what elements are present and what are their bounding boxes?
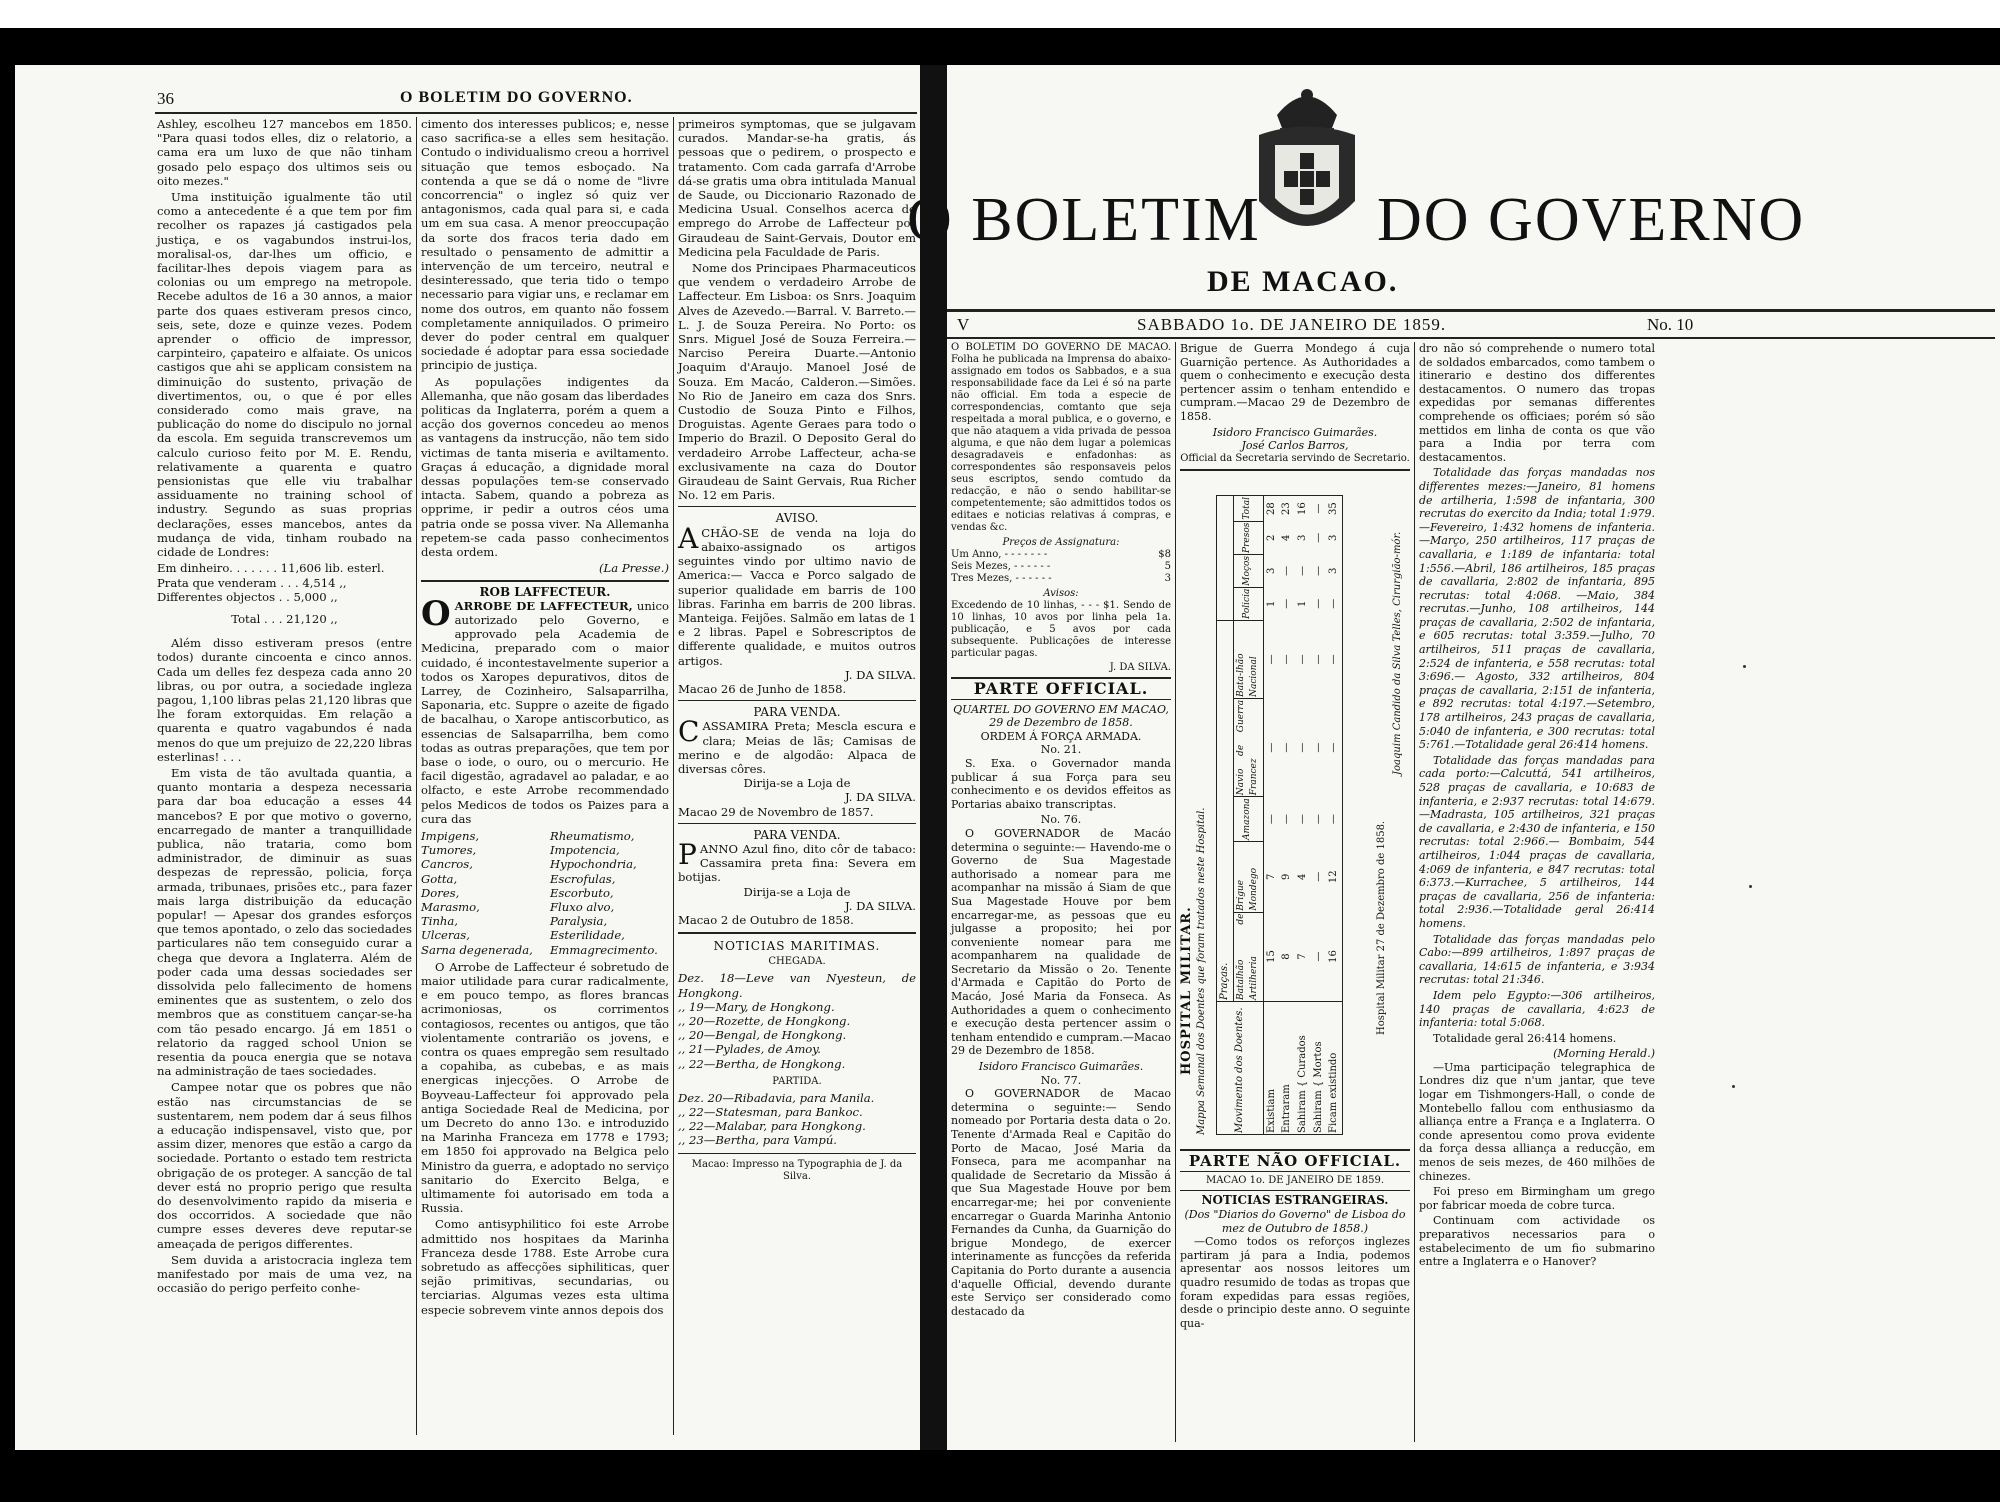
drop-cap: O (421, 593, 451, 634)
notice-title: PARA VENDA. (753, 705, 841, 720)
table-cell: — (1328, 813, 1340, 824)
ad-block (678, 837, 916, 885)
right-col3 (1419, 342, 1655, 1442)
signature: Isidoro Francisco Guimarães. (978, 1060, 1144, 1074)
paragraph: Totalidade das forças mandadas para cada porto:—Calcuttá, 541 artilheiros, 528 praças de cavallaria, e 10:683 de infanteria, e 2:937 recrutas: total 14:679.—Madrasta, 105 artilheiros, 321 praças de cavallaria, e 2:430 de infanteria, e 150 recrutas: total 2:966.— Bombaim, 544 artilheiros, 1:044 praças de cavallaria, 4:069 de infanteria, e 847 recrutas: total 6:373.—Kurrachee, 5 artilheiros, 144 praças de cavallaria, 256 de infanteria: total 2:936.—Totalidade geral 26:414 homens. (1419, 753, 1655, 930)
volume-number: V (957, 315, 970, 334)
table-cell: 8 (1281, 953, 1293, 960)
ad-block (678, 521, 916, 668)
list-item: Ulceras, (421, 928, 470, 943)
ink-speck (1732, 1085, 1735, 1088)
list-item: Cancros, (421, 857, 473, 872)
foreign-title: NOTICIAS ESTRANGEIRAS. (1201, 1193, 1389, 1208)
signature-title: Official da Secretaria servindo de Secretario. (1180, 452, 1410, 464)
column-header: Batalhão de Artilheria (1233, 912, 1263, 1001)
price-row (951, 549, 1171, 561)
hospital-table-block (1180, 475, 1410, 1145)
table-cell: — (1328, 742, 1340, 753)
section-rule (1180, 1149, 1410, 1151)
paragraph: Foi preso em Birmingham um grego por fabricar moeda de cobre turca. (1419, 1185, 1655, 1212)
ink-speck (1749, 885, 1752, 888)
price-value: 5 (1164, 561, 1171, 572)
table-row (1263, 495, 1279, 1134)
section-rule (421, 580, 669, 582)
section-rule (678, 823, 916, 824)
order-number: No. 21. (1040, 743, 1082, 757)
table-cell: — (1281, 654, 1293, 665)
list-item: ,, 22—Bertha, de Hongkong. (678, 1056, 846, 1071)
table-cell: 16 (1296, 501, 1308, 515)
price-row (951, 561, 1171, 573)
binding-gutter (920, 65, 947, 1450)
signature-line: Dirija-se a Loja de (743, 884, 851, 899)
table-cell: — (1312, 654, 1324, 665)
section-rule (1180, 1171, 1410, 1172)
notice-title: AVISO. (775, 511, 819, 526)
ad-text: unico autorizado pelo Governo, e approvado pela Academia de Medicina, preparado com o maior cuidado, é incontestavelmente superior a todos os Xaropes depurativos, ditos de Larrey, de Cozinheiro, Salsaparrilha, Saponaria, etc. Suppre o azeite de figado de bacalhau, o Xarope antiscorbutico, as essencias de Salsaparrilha, bem como todas as outras preparações, que tem por base o iode, o ouro, ou o mercurio. He facil digestão, agradavel ao paladar, e ao olfacto, e este Arrobe recommendado pelos Medicos de todos os Paizes para a cura das (421, 598, 669, 826)
list-item: Dez. 18—Leve van Nyesteun, de Hongkong. (678, 971, 916, 1000)
table-cell: 4 (1281, 534, 1293, 541)
arrivals-title: CHEGADA. (768, 956, 826, 968)
table-cell: 3 (1265, 567, 1277, 574)
departures-title: PARTIDA. (772, 1075, 822, 1087)
list-item: Emmagrecimento. (549, 942, 658, 957)
left-black-edge (0, 34, 15, 1502)
header-rule (155, 112, 917, 114)
paragraph: Excedendo de 10 linhas, - - - $1. Sendo de 10 linhas, 10 avos por linha pela 1a. publicação, e 5 avos por cada subsequente. Publicações de interesse particular pagas. (951, 600, 1171, 659)
list-item: Escrofulas, (549, 871, 616, 886)
list-item: Esterilidade, (549, 928, 625, 943)
paragraph: Nome dos Principaes Pharmaceuticos que vendem o verdadeiro Arrobe de Laffecteur. Em Lisboa: os Snrs. Joaquim Alves de Azevedo.—Barral. V. Barreto.—L. J. de Souza Pereira. No Porto: os Snrs. Miguel José de Souza Ferreira.—Narciso Pereira Duarte.—Antonio Joaquim d'Araujo. Manoel José de Souza. Em Macáo, Calderon.—Simões. No Rio de Janeiro em caza dos Snrs. Custodio de Souza Pinto e Filhos, Droguistas. Agente Geraes para todo o Imperio do Brazil. O Deposito Geral do verdadeiro Arrobe Laffecteur, acha-se exclusivamente na caza do Doutor Giraudeau de Saint Gervais, Rua Richer No. 12 em Paris. (678, 261, 916, 503)
table-row (1295, 495, 1311, 1134)
table-cell: 1 (1265, 600, 1277, 607)
price-label: Tres Mezes, - - - - - - (951, 573, 1052, 584)
column-rule (1175, 342, 1176, 1442)
price-value: 3 (1164, 573, 1171, 584)
notices-title: Avisos: (1043, 588, 1079, 599)
table-cell: — (1312, 951, 1324, 962)
price-row (951, 573, 1171, 585)
price-label: Seis Mezes, - - - - - - (951, 561, 1051, 572)
table-cell: 12 (1328, 870, 1340, 883)
paragraph: Totalidade das forças mandadas pelo Cabo:—899 artilheiros, 1:897 praças de cavallaria, 14:615 de infanteria, e 3:934 recrutas: total 21:346. (1419, 932, 1655, 987)
table-cell: — (1312, 532, 1324, 543)
ad-text: ASSAMIRA Preta; Mescla escura e clara; Meias de lãs; Camisas de merino e de algodão: Alpaca de diversas côres. (678, 719, 916, 776)
section-rule (678, 700, 916, 701)
column-header: Navio de Guerra Francez (1233, 698, 1263, 796)
order-title: ORDEM Á FORÇA ARMADA. (980, 729, 1142, 743)
table-cell: — (1296, 565, 1308, 576)
price-value: $8 (1158, 549, 1171, 560)
illness-col-left (421, 829, 540, 957)
section-rule (951, 699, 1171, 700)
list-item: Dez. 20—Ribadavia, para Manila. (678, 1090, 875, 1105)
ledger-line: Em dinheiro. . . . . . . 11,606 lib. esterl. (157, 561, 385, 576)
paragraph: Além disso estiveram presos (entre todos) durante cincoenta e cinco annos. Cada um delles fez despeza cada anno 20 libras, ou por outra, a sociedade ingleza pagou, 1,100 libras pelas 21,120 libras que lhe foram extorquidas. Em relação a quarenta e quatro vagabundos é nada menos do que um prejuizo de 22,220 libras esterlinas! . . . (157, 636, 412, 764)
column-header: Presos (1233, 521, 1263, 554)
row-label: Existiam (1263, 1001, 1279, 1134)
column-header: Policia (1233, 587, 1263, 620)
table-cell: 1 (1296, 600, 1308, 607)
table-cell: 2 (1265, 534, 1277, 541)
ink-speck (1743, 665, 1746, 668)
paragraph: Como antisyphilitico foi este Arrobe admittido nos hospitaes da Marinha Franceza desde 1788. Este Arrobe cura sobretudo as affecções siphiliticas, quer sejão primitivas, secundarias, ou terciarias. Algumas vezes esta ultima especie sobrevem vinte annos depois dos (421, 1217, 669, 1317)
imprint: Macao: Impresso na Typographia de J. da Silva. (691, 1158, 903, 1182)
issue-number: No. 10 (1647, 315, 1694, 334)
ad-text: ANNO Azul fino, dito côr de tabaco: Cassamira preta fina: Severa em botijas. (678, 841, 916, 885)
table-cell: — (1265, 813, 1277, 824)
dateline: SABBADO 1o. DE JANEIRO DE 1859. (1137, 315, 1447, 334)
table-cell: 3 (1296, 534, 1308, 541)
table-cell: 16 (1328, 949, 1340, 963)
paragraph: primeiros symptomas, que se julgavam curados. Mandar-se-ha gratis, ás pessoas que o pedirem, o prospecto e tratamento. Com cada garrafa d'Arrobe dá-se gratis uma obra intitulada Manual de Saude, ou Diccionario Razonado de Medicina Usual. Conselhos acerca do emprego do Arrobe de Laffecteur por Giraudeau de Saint-Gervais, Doutor em Medicina pela Faculdade de Paris. (678, 117, 916, 259)
paragraph: S. Exa. o Governador manda publicar á sua Força para seu conhecimento e os devidos effeitos as Portarias abaixo transcriptas. (951, 756, 1171, 811)
list-item: Sarna degenerada, (421, 942, 533, 957)
paragraph: Campee notar que os pobres que não estão nas circumstancias de se sustentarem, nem podem dar á seus filhos a educação indispensavel, visto que, por assim dizer, menores que estão a cargo da sociedade. Portanto o estado tem restricta obrigação de os proteger. A sancção de tal dever está no proprio perigo que resulta do desenvolvimento rapido da miseria e dos occorridos. A sociedade que não cumpre esses deveres deve reputar-se ameaçada de perigos differentes. (157, 1080, 412, 1251)
table-cell: — (1281, 742, 1293, 753)
official-title: PARTE OFFICIAL. (973, 679, 1149, 698)
illness-list (421, 829, 669, 957)
table-row (1217, 495, 1234, 1134)
left-col2 (421, 117, 669, 1437)
list-item: ,, 21—Pylades, de Amoy. (678, 1042, 821, 1057)
signature-line: Dirija-se a Loja de (743, 776, 851, 791)
list-item: Impotencia, (549, 843, 620, 858)
column-header: Bata-lhão Nacional (1233, 620, 1263, 698)
section-rule (951, 677, 1171, 679)
table-cell: 3 (1328, 534, 1340, 541)
column-header: Total (1233, 495, 1263, 521)
paragraph: cimento dos interesses publicos; e, nesse caso sacrifica-se a elles sem hesitação. Contudo o individualismo creou a horrivel situação que temos esboçado. Na contenda a que se dá o nome de "livre concorrencia" o inglez só quiz ver antagonismos, cada qual para si, e cada um em sua casa. A menor preoccupação da sorte dos fracos teria dado em resultado o pensamento de admittir a intervenção de um terceiro, neutral e desinteressado, que teria tido o tempo necessario para vigiar uns, e reclamar em nome dos outros, em quanto não fossem completamente anniquilados. O primeiro dever do poder central em qualquer sociedade é adoptar para essa sociedade principio de justiça. (421, 117, 669, 373)
hospital-grid (1216, 495, 1343, 1135)
table-cell: — (1281, 565, 1293, 576)
group-spacer (1217, 495, 1234, 620)
list-item: ,, 23—Bertha, para Vampú. (678, 1133, 837, 1148)
table-cell: — (1281, 598, 1293, 609)
section-rule (678, 1153, 916, 1154)
table-cell: — (1281, 813, 1293, 824)
top-black-band (0, 34, 2000, 65)
list-item: ,, 22—Malabar, para Hongkong. (678, 1119, 866, 1134)
table-cell: 9 (1281, 873, 1293, 880)
section-rule (1180, 1190, 1410, 1191)
row-label: Sahiram { Mortos (1311, 1001, 1327, 1134)
list-item: ,, 19—Mary, de Hongkong. (678, 999, 835, 1014)
ad-text: CHÃO-SE de venda na loja do abaixo-assignado os artigos seguintes vindo por ultimo navio de America:— Vacca e Porco salgado de superior qualidade em barris de 100 libras. Farinha em barris de 200 libras. Manteiga. Feijões. Salmão em latas de 1 e 2 libras. Papel e Sobrescriptos de differente qualidade, e muitos outros artigos. (678, 525, 916, 668)
table-cell: — (1312, 871, 1324, 882)
illness-col-right (550, 829, 669, 957)
column-header: Amazona (1233, 796, 1263, 841)
foreign-source: (Dos "Diarios do Governo" de Lisboa do mez de Outubro de 1858.) (1184, 1207, 1406, 1235)
list-item: Dores, (421, 885, 460, 900)
right-page (907, 65, 2000, 1450)
section-rule (678, 506, 916, 507)
table-row (1311, 495, 1327, 1134)
nonofficial-date: MACAO 1o. DE JANEIRO DE 1859. (1205, 1175, 1385, 1187)
source-credit: (La Presse.) (599, 561, 669, 576)
nonofficial-title: PARTE NÃO OFFICIAL. (1188, 1151, 1402, 1170)
paragraph: Continuam com actividade os preparativos necessarios para o estabelecimento de um fio submarino entre a Inglaterra e o Hanover? (1419, 1214, 1655, 1269)
row-label: Entraram (1279, 1001, 1295, 1134)
ad-head: ARROBE DE LAFFECTEUR, (454, 598, 633, 613)
list-item: Marasmo, (421, 899, 480, 914)
row-header: Movimento dos Doentes. (1217, 1001, 1264, 1134)
right-col2 (1180, 342, 1410, 1442)
table-cell: 7 (1265, 873, 1277, 880)
table-row (1279, 495, 1295, 1134)
ad-title: ROB LAFFECTEUR. (479, 584, 611, 599)
ad-block (421, 593, 669, 826)
dateline-rule (947, 337, 1995, 339)
table-cell: — (1265, 742, 1277, 753)
source-credit: (Morning Herald.) (1553, 1047, 1655, 1061)
paragraph: Totalidade das forças mandadas nos differentes mezes:—Janeiro, 81 homens de artilheria, 1:598 de infantaria, 300 recrutas do exercito da India; total 1:979.—Fevereiro, 1:432 homens de infanteria.—Março, 250 artilheiros, 117 praças de cavallaria, e 1:189 de infantaria: total 1:556.—Abril, 186 artilheiros, 185 praças de cavallaria, 2:802 de infantaria, 895 recrutas: total 4:068. —Maio, 384 recrutas.—Junho, 108 artilheiros, 144 praças de cavallaria, 2:502 de infantaria, e 605 recrutas: total 3:359.—Julho, 70 artilheiros, 511 praças de cavallaria, 2:524 de infanteria, e 558 recrutas: total 3:696.— Agosto, 332 artilheiros, 804 praças de cavallaria, 2:151 de infanteria, e 892 recrutas: total 4:197.—Setembro, 178 artilheiros, 243 praças de cavallaria, 5:040 de infanteria, e 300 recrutas: total 5:761.—Totalidade geral 26:414 homens. (1419, 466, 1655, 752)
date-line: Macao 29 de Novembro de 1857. (678, 804, 874, 819)
list-item: Tumores, (421, 843, 477, 858)
quartel-line: QUARTEL DO GOVERNO EM MACAO, 29 de Dezembro de 1858. (953, 702, 1169, 730)
section-rule (678, 932, 916, 934)
column-rule (416, 117, 417, 1435)
table-row (1326, 495, 1342, 1134)
paragraph: O Arrobe de Laffecteur é sobretudo de maior utilidade para curar radicalmente, e em pouco tempo, as flores brancas acrimoniosas, os corrimentos contagiosos, recentes ou antigos, que tão violentamente contrarião os jovens, e contra os quaes empregão sem resultado a copahiba, as cubebas, e as mais energicas injecções. O Arrobe de Boyveau-Laffecteur foi approvado pela antiga Sociedade Real de Medicina, por um Decreto do anno 13o. e introduzido na Marinha Franceza em 1778 e 1793; em 1850 foi approvado na Belgica pelo Ministro da guerra, e adoptado no serviço sanitario do Exercito Belga, e ultimamente foi autorisado em toda a Russia. (421, 959, 669, 1216)
masthead-left: O BOLETIM (907, 186, 1261, 254)
table-cell: — (1312, 598, 1324, 609)
masthead-right: DO GOVERNO (1377, 186, 1806, 254)
paragraph: Idem pelo Egypto:—306 artilheiros, 140 praças de cavallaria, 4:623 de infanteria: total 5:068. (1419, 988, 1655, 1030)
table-cell: — (1265, 654, 1277, 665)
masthead-subtitle: DE MACAO. (1207, 265, 1399, 298)
table-cell: — (1312, 503, 1324, 514)
table-cell: 7 (1296, 953, 1308, 960)
paragraph: —Uma participação telegraphica de Londres diz que n'um jantar, que teve logar em Tishmongers-Hall, o conde de Montebello fallou com enthusiasmo da alliança entre a França e a Inglaterra. O conde apresentou como prova evidente da força dessa alliança a reducção, em menos de seis mezes, de 460 milhões de chinezes. (1419, 1060, 1655, 1183)
paragraph: Uma instituição igualmente tão util como a antecedente é a que tem por fim recolher os rapazes já castigados pela justiça, e os vagabundos instrui-los, moralisal-os, dar-lhes um officio, e facilitar-lhes depois viagem para as colonias ou um emprego na metropole. Recebe adultos de 16 a 30 annos, a maior parte dos quaes estiveram presos cinco, seis, sete, doze e quinze vezes. Podem aprender o officio de impressor, carpinteiro, çapateiro e alfaiate. Os unicos castigos que ahi se applicam consistem na diminuição do sustento, privação de divertimentos, ou, o que é por elles considerado como mais grave, na publicação do nome do discipulo no jornal da escola. Em seguida transcrevemos um calculo curioso feito por M. E. Rendu, relativamente a quarenta e quatro pensionistas que elle viu trabalhar assiduamente no training school of industry. Segundo as suas proprias declarações, esses mancebos, antes da mudança de vida, tinham roubado na cidade de Londres: (157, 190, 412, 560)
running-head: O BOLETIM DO GOVERNO. (400, 89, 633, 106)
drop-cap: A (678, 521, 699, 555)
bottom-black-band (0, 1450, 2000, 1502)
drop-cap: P (678, 837, 697, 871)
list-item: ,, 20—Rozette, de Hongkong. (678, 1013, 851, 1028)
paragraph: —Como todos os reforços inglezes partiram já para a India, podemos apresentar aos nossos leitores um quadro resumido de todas as tropas que foram expedidas para essas regiões, desde o principio deste anno. O seguinte qua- (1180, 1235, 1410, 1330)
table-cell: — (1296, 813, 1308, 824)
signature: J. DA SILVA. (845, 898, 916, 913)
table-cell: — (1328, 598, 1340, 609)
hospital-subtitle: Mappa Semanal dos Doentes que foram tratados neste Hospital. (1196, 807, 1207, 1135)
table-cell: — (1296, 742, 1308, 753)
paragraph: dro não só comprehende o numero total de soldados embarcados, como tambem o itinerario e destino dos differentes destacamentos. O numero das tropas expedidas por semanas differentes comprehende os officiaes; porém só são mettidos em linha de conta os que vão para a India por terra com destacamentos. (1419, 342, 1655, 464)
list-item: Rheumatismo, (549, 828, 635, 843)
maritime-title: NOTICIAS MARITIMAS. (713, 939, 881, 954)
paragraph: Sem duvida a aristocracia ingleza tem manifestado por mais de uma vez, na occasião do perigo perfeito conhe- (157, 1252, 412, 1296)
signature: J. DA SILVA. (845, 667, 916, 682)
decree-number: No. 76. (1040, 813, 1082, 827)
list-item: ,, 20—Bengal, de Hongkong. (678, 1028, 847, 1043)
table-cell: — (1296, 654, 1308, 665)
table-cell: 23 (1281, 501, 1293, 515)
departures-list (678, 1091, 916, 1148)
paragraph: Totalidade geral 26:414 homens. (1433, 1031, 1617, 1045)
paragraph: O GOVERNADOR de Macao determina o seguinte:— Sendo nomeado por Portaria desta data o 2o. Tenente d'Armada Real e Capitão do Porto de Macao, José Maria da Fonseca, para me acompanhar na qualidade de Secretario da Missão á que Sua Magestade Houve por bem encarregar-me; hei por conveniente encarregar o Guarda Marinha Antonio Fernandes da Cunha, da Guarnição do brigue Mondego, de exercer interinamente as funcções da referida Capitania do Porto durante a ausencia d'aquelle Official, devendo durante este Serviço ser considerado como destacado da (951, 1087, 1171, 1318)
table-cell: — (1312, 813, 1324, 824)
page-number: 36 (157, 89, 174, 108)
paragraph: Em vista de tão avultada quantia, a quanto montaria a despeza necessaria para dar boa educação a esses 44 mancebos? E por que motivo o governo, encarregado de manter a tranquillidade publica, não trataria, como bom administrador, de diminuir as suas despezas de repressão, policia, força armada, tribunaes, prisões etc., para fazer mais larga distribuição da educação popular! — Apesar dos grandes esforços que temos apontado, o zelo das sociedades particulares não tem conseguido curar a chega que devora a Inglaterra. Além de poder cada uma dessas sociedades ser dissolvida pelo fallecimento de homens eminentes que as sustentem, o zelo dos membros que as constituem cançar-se-ha com tão pesado encargo. Já em 1851 o relatorio da ragged school Union se resentia da pouca energia que se notava na administração de taes sociedades. (157, 765, 412, 1079)
list-item: Fluxo alvo, (549, 899, 615, 914)
column-rule (1414, 342, 1415, 1442)
date-line: Macao 2 de Outubro de 1858. (678, 912, 854, 927)
table-cell: 4 (1296, 873, 1308, 880)
table-cell: — (1328, 654, 1340, 665)
hospital-signer: Joaquim Candido da Silva Telles, Cirurgião-mór. (1392, 531, 1403, 775)
left-col1 (157, 117, 412, 1437)
drop-cap: C (678, 715, 700, 749)
paragraph: Brigue de Guerra Mondego á cuja Guarnição pertence. As Authoridades a quem o conhecimento e execução desta pertencer assim o tenham entendido e cumpram.—Macao 29 de Dezembro de 1858. (1180, 342, 1410, 423)
row-label: Sahiram { Curados (1295, 1001, 1311, 1134)
left-col3 (678, 117, 916, 1437)
coat-of-arms-icon (1247, 73, 1367, 253)
row-label: Ficam existindo (1326, 1001, 1342, 1134)
hospital-table (1216, 495, 1366, 1135)
list-item: Paralysia, (549, 914, 608, 929)
list-item: Hypochondria, (549, 857, 637, 872)
paragraph: O BOLETIM DO GOVERNO DE MACAO. Folha he publicada na Imprensa do abaixo-assignado em todos os Sabbados, e a sua responsabilidade face da Lei é só na parte não official. Em toda a especie de correspondencias, comtanto que seja respeitada a moral publica, e o governo, e que não ataquem a vida privada de pessoa alguma, e que não dem lugar a polemicas desagradaveis e enfadonhas: as correspondentes são responsaveis pelos seus escriptos, sendo comtudo da redacção, e não o sendo habilitar-se competentemente; são admittidos todos os editaes e noticias relativas á compras, e vendas &c. (951, 342, 1171, 533)
ad-block (678, 715, 916, 776)
table-cell: 3 (1328, 567, 1340, 574)
price-label: Um Anno, - - - - - - - (951, 549, 1048, 560)
signature: J. DA SILVA. (845, 790, 916, 805)
arrivals-list (678, 971, 916, 1070)
list-item: Impigens, (421, 828, 480, 843)
hospital-footer: Hospital Militar 27 de Dezembro de 1858. (1376, 820, 1387, 1035)
paragraph: O GOVERNADOR de Macáo determina o seguinte:— Havendo-me o Governo de Sua Magestade authorisado a nomear para me acompanhar na missão á Siam de que Sua Magestade Houve por bem encarregar-me, as pessoas que eu julgasse a proposito; hei por conveniente nomear para me acompanharem na qualidade de Secretario da Missão o 2o. Tenente d'Armada e Capitão do Porto de Macáo, José Maria da Fonseca. As Authoridades a quem o conhecimento e execução desta pertencer assim o tenham entendido e cumpram.—Macao 29 de Dezembro de 1858. (951, 826, 1171, 1058)
left-page (15, 65, 920, 1450)
section-rule (1180, 469, 1410, 471)
table-cell: — (1312, 565, 1324, 576)
table-cell: 28 (1265, 501, 1277, 515)
column-rule (673, 117, 674, 1435)
table-cell: 15 (1265, 949, 1277, 963)
list-item: Gotta, (421, 871, 458, 886)
masthead-rule (947, 309, 1995, 312)
notice-title: PARA VENDA. (753, 827, 841, 842)
paragraph: Ashley, escolheu 127 mancebos em 1850. "Para quasi todos elles, diz o relatorio, a cama era um luxo de que não tinham gosado pelo espaço dos ultimos seis ou oito mezes." (157, 117, 412, 188)
ledger-total: Total . . . 21,120 ,, (231, 611, 338, 626)
date-line: Macao 26 de Junho de 1858. (678, 681, 847, 696)
right-col1 (951, 342, 1171, 1442)
ledger-line: Prata que venderam . . . 4,514 ,, (157, 575, 347, 590)
table-cell: 35 (1328, 501, 1340, 515)
prices-title: Preços de Assignatura: (1002, 537, 1120, 548)
column-header: Brigue Mondego (1233, 841, 1263, 912)
hospital-title: HOSPITAL MILITAR. (1179, 906, 1194, 1075)
ledger-line: Differentes objectos . . 5,000 ,, (157, 589, 338, 604)
list-item: Escorbuto, (549, 885, 614, 900)
list-item: ,, 22—Statesman, para Bankoc. (678, 1105, 863, 1119)
column-header: Moços (1233, 554, 1263, 587)
signature: José Carlos Barros, (1241, 439, 1349, 453)
decree-number: No. 77. (1040, 1073, 1082, 1087)
group-header: Praças. (1217, 620, 1234, 1001)
paragraph: As populações indigentes da Allemanha, que não gosam das liberdades politicas da Inglaterra, porém a quem a acção dos governos concedeu ao menos as vantagens da instrucção, não tem sido victimas de tanta miseria e aviltamento. Graças á educação, a dignidade moral dessas populações tem-se conservado intacta. Sabem, quando a pobreza as opprime, ir pedir a outros céos uma patria onde se possa viver. Na Allemanha repetem-se cada passo conhecimentos desta ordem. (421, 374, 669, 560)
list-item: Tinha, (421, 914, 458, 929)
table-cell: — (1312, 742, 1324, 753)
signature: J. DA SILVA. (1109, 662, 1171, 673)
signature: Isidoro Francisco Guimarães. (1212, 425, 1378, 439)
